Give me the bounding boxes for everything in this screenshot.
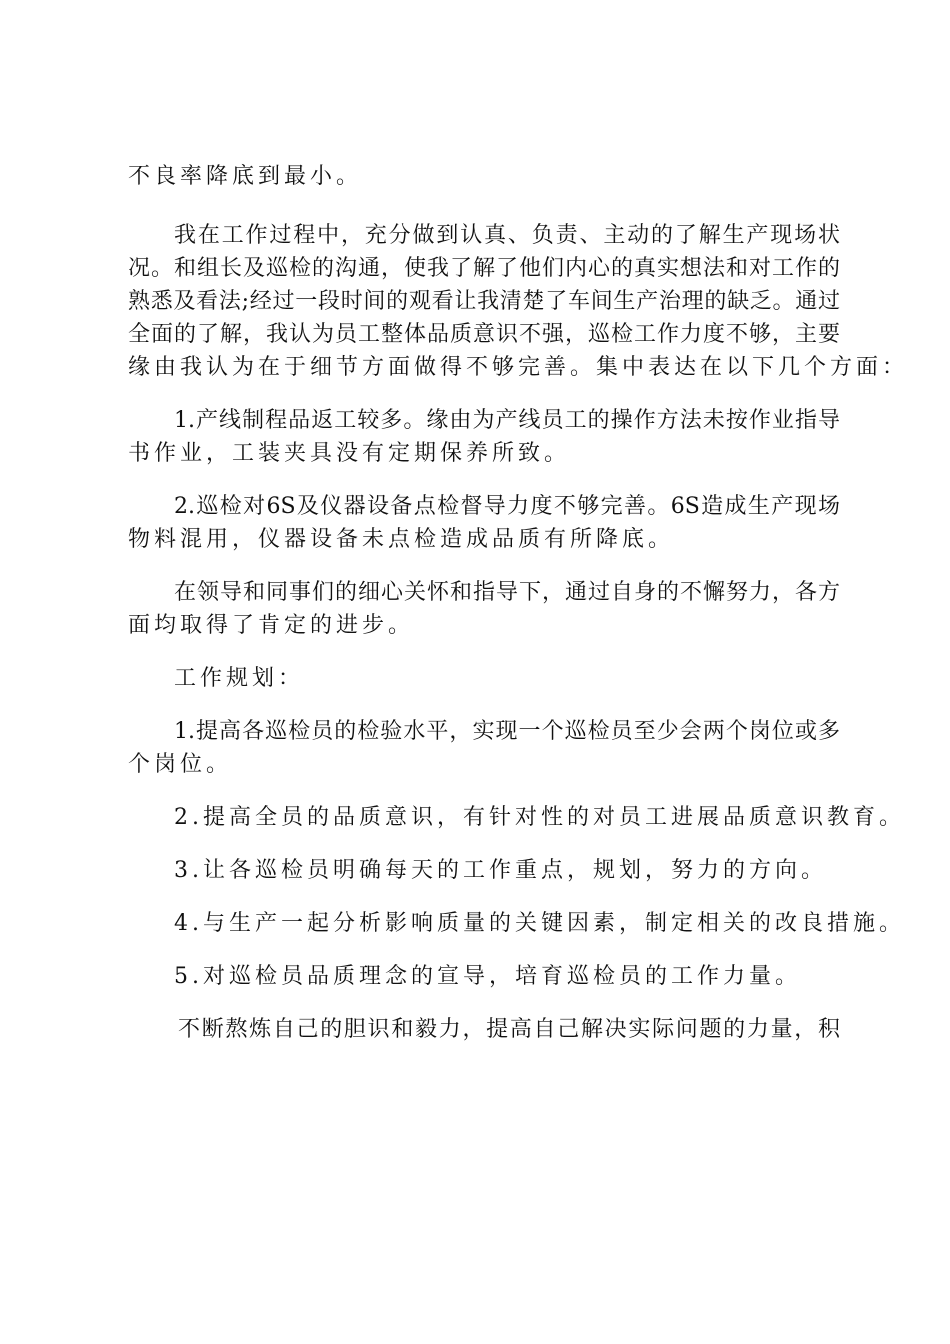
document-body [128,160,909,1046]
text-line: 缘由我认为在于细节方面做得不够完善。集中表达在以下几个方面： [128,355,909,380]
text-line: 书作业，工装夹具没有定期保养所致。 [128,441,571,466]
list-item-line: 5.对巡检员品质理念的宣导，培育巡检员的工作力量。 [174,964,801,989]
list-item-line: 3.让各巡检员明确每天的工作重点，规划，努力的方向。 [174,858,827,883]
list-item-line: 1.提高各巡检员的检验水平，实现一个巡检员至少会两个岗位或多 [174,719,840,744]
text-line: 熟悉及看法;经过一段时间的观看让我清楚了车间生产治理的缺乏。通过 [128,289,840,314]
paragraph-first-line: 在领导和同事们的细心关怀和指导下，通过自身的不懈努力，各方 [174,580,840,605]
list-item-line: 2.巡检对6S及仪器设备点检督导力度不够完善。6S造成生产现场 [174,494,840,519]
text-line: 不良率降底到最小。 [128,164,363,189]
text-line: 况。和组长及巡检的沟通，使我了解了他们内心的真实想法和对工作的 [128,256,840,281]
list-item-line: 1.产线制程品返工较多。缘由为产线员工的操作方法未按作业指导 [174,408,840,433]
list-item-line: 4.与生产一起分析影响质量的关键因素，制定相关的改良措施。 [174,911,905,936]
paragraph-first-line: 不断熬炼自己的胆识和毅力，提高自己解决实际问题的力量，积 [178,1017,840,1042]
text-line: 全面的了解，我认为员工整体品质意识不强，巡检工作力度不够，主要 [128,322,840,347]
section-heading: 工作规划： [174,666,305,691]
list-item-line: 2.提高全员的品质意识，有针对性的对员工进展品质意识教育。 [174,805,905,830]
text-line: 面均取得了肯定的进步。 [128,613,415,638]
paragraph-first-line: 我在工作过程中，充分做到认真、负责、主动的了解生产现场状 [174,223,840,248]
text-line: 物料混用，仪器设备未点检造成品质有所降底。 [128,527,675,552]
text-line: 个岗位。 [128,752,233,777]
